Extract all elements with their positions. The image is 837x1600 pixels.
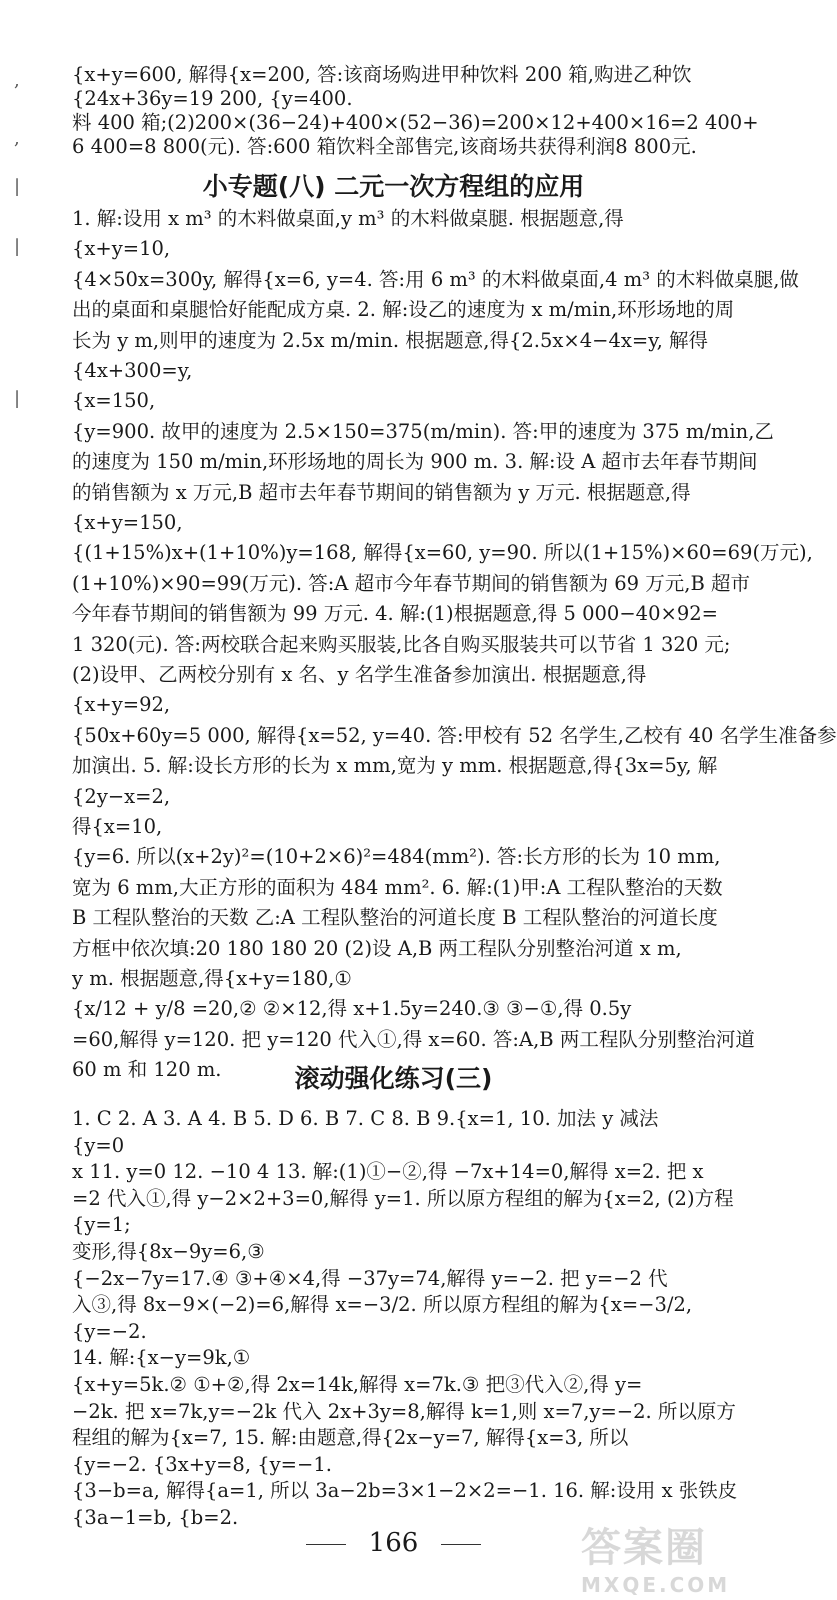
- page-number: 166: [368, 1528, 419, 1558]
- text-line: {y=900. 故甲的速度为 2.5×150=375(m/min). 答:甲的速度为 375 m/min,乙: [72, 419, 774, 443]
- text-line: {y=1;: [72, 1213, 131, 1237]
- text-line: 料 400 箱;(2)200×(36−24)+400×(52−36)=200×12+400×16=2 400+: [72, 111, 759, 134]
- text-line: {4×50x=300y, 解得{x=6, y=4. 答:用 6 m³ 的木料做桌面,4 m³ 的木料做桌腿,做: [72, 267, 799, 291]
- text-line: (2)设甲、乙两校分别有 x 名、y 名学生准备参加演出. 根据题意,得: [72, 663, 647, 686]
- footer-dash-right: [441, 1544, 481, 1545]
- section-title-special-topic-8: 小专题(八) 二元一次方程组的应用: [202, 172, 585, 201]
- text-line: y m. 根据题意,得{x+y=180,①: [72, 967, 352, 990]
- text-line: 的销售额为 x 万元,B 超市去年春节期间的销售额为 y 万元. 根据题意,得: [72, 480, 691, 504]
- text-line: (1+10%)×90=99(万元). 答:A 超市今年春节期间的销售额为 69 万元,B 超市: [72, 571, 751, 595]
- text-line: {3a−1=b, {b=2.: [72, 1506, 239, 1529]
- text-line: {−2x−7y=17.④ ③+④×4,得 −37y=74,解得 y=−2. 把 y=−2 代: [72, 1266, 668, 1290]
- text-line: {x+y=92,: [72, 693, 171, 717]
- text-line: 1 320(元). 答:两校联合起来购买服装,比各自购买服装共可以节省 1 320 元;: [72, 632, 731, 656]
- text-line: 方框中依次填:20 180 180 20 (2)设 A,B 两工程队分别整治河道 x m,: [72, 936, 682, 960]
- text-line: {x+y=5k.② ①+②,得 2x=14k,解得 x=7k.③ 把③代入②,得 y=: [72, 1373, 643, 1396]
- text-line: 入③,得 8x−9×(−2)=6,解得 x=−3/2. 所以原方程组的解为{x=−3/2,: [72, 1293, 693, 1317]
- margin-mark: ,: [14, 70, 20, 91]
- text-line: 6 400=8 800(元). 答:600 箱饮料全部售完,该商场共获得利润8 800元.: [72, 135, 697, 158]
- text-line: {y=6. 所以(x+2y)²=(10+2×6)²=484(mm²). 答:长方形的长为 10 mm,: [72, 845, 721, 869]
- text-line: {x+y=600, 解得{x=200, 答:该商场购进甲种饮料 200 箱,购进乙种饮: [72, 63, 692, 86]
- text-line: 的速度为 150 m/min,环形场地的周长为 900 m. 3. 解:设 A 超市去年春节期间: [72, 450, 758, 474]
- text-line: 1. 解:设用 x m³ 的木料做桌面,y m³ 的木料做桌腿. 根据题意,得: [72, 207, 624, 230]
- text-line: {50x+60y=5 000, 解得{x=52, y=40. 答:甲校有 52 名学生,乙校有 40 名学生准备参: [72, 723, 837, 747]
- text-line: {3−b=a, 解得{a=1, 所以 3a−2b=3×1−2×2=−1. 16. 解:设用 x 张铁皮: [72, 1479, 738, 1503]
- text-line: 14. 解:{x−y=9k,①: [72, 1346, 251, 1370]
- text-line: 今年春节期间的销售额为 99 万元. 4. 解:(1)根据题意,得 5 000−40×92=: [72, 602, 718, 626]
- footer-dash-left: [306, 1544, 346, 1545]
- text-line: {2y−x=2,: [72, 784, 171, 808]
- text-line: 长为 y m,则甲的速度为 2.5x m/min. 根据题意,得{2.5x×4−4x=y, 解得: [72, 328, 709, 352]
- text-line: 程组的解为{x=7, 15. 解:由题意,得{2x−y=7, 解得{x=3, 所以: [72, 1426, 629, 1450]
- text-line: 得{x=10,: [72, 815, 163, 838]
- margin-mark: |: [14, 388, 21, 409]
- text-line: {x=150,: [72, 389, 156, 413]
- text-line: {x+y=150,: [72, 511, 183, 534]
- text-line: 宽为 6 mm,大正方形的面积为 484 mm². 6. 解:(1)甲:A 工程队整治的天数: [72, 875, 723, 899]
- text-line: =60,解得 y=120. 把 y=120 代入①,得 x=60. 答:A,B 两工程队分别整治河道: [72, 1027, 755, 1051]
- text-line: −2k. 把 x=7k,y=−2k 代入 2x+3y=8,解得 k=1,则 x=7,y=−2. 所以原方: [72, 1399, 736, 1423]
- text-line: 60 m 和 120 m.: [72, 1058, 222, 1082]
- margin-mark: |: [14, 176, 21, 197]
- text-line: x 11. y=0 12. −10 4 13. 解:(1)①−②,得 −7x+14=0,解得 x=2. 把 x: [72, 1160, 704, 1184]
- text-line: 变形,得{8x−9y=6,③: [72, 1240, 265, 1263]
- text-line: {y=0: [72, 1133, 125, 1157]
- text-line: {y=−2. {3x+y=8, {y=−1.: [72, 1452, 332, 1476]
- text-line: {x/12 + y/8 =20,② ②×12,得 x+1.5y=240.③ ③−①,得 0.5y: [72, 997, 632, 1021]
- text-line: 1. C 2. A 3. A 4. B 5. D 6. B 7. C 8. B 9.{x=1, 10. 加法 y 减法: [72, 1107, 659, 1130]
- text-line: {(1+15%)x+(1+10%)y=168, 解得{x=60, y=90. 所以(1+15%)×60=69(万元),: [72, 541, 813, 565]
- text-line: {x+y=10,: [72, 237, 171, 261]
- text-line: {4x+300=y,: [72, 359, 193, 382]
- text-line: {y=−2.: [72, 1319, 147, 1343]
- text-line: {24x+36y=19 200, {y=400.: [72, 87, 353, 110]
- watermark-url: MXQE.COM: [581, 1573, 731, 1597]
- text-line: =2 代入①,得 y−2×2+3=0,解得 y=1. 所以原方程组的解为{x=2, (2)方程: [72, 1186, 734, 1210]
- text-line: B 工程队整治的天数 乙:A 工程队整治的河道长度 B 工程队整治的河道长度: [72, 906, 718, 930]
- margin-mark: ,: [14, 128, 20, 149]
- text-line: 加演出. 5. 解:设长方形的长为 x mm,宽为 y mm. 根据题意,得{3x=5y, 解: [72, 754, 718, 778]
- section-title-rolling-practice-3: 滚动强化练习(三): [294, 1064, 493, 1093]
- watermark-text: 答案圈: [581, 1525, 707, 1571]
- watermark-logo: [581, 1516, 771, 1597]
- margin-mark: |: [14, 236, 21, 257]
- text-line: 出的桌面和桌腿恰好能配成方桌. 2. 解:设乙的速度为 x m/min,环形场地的周: [72, 298, 735, 322]
